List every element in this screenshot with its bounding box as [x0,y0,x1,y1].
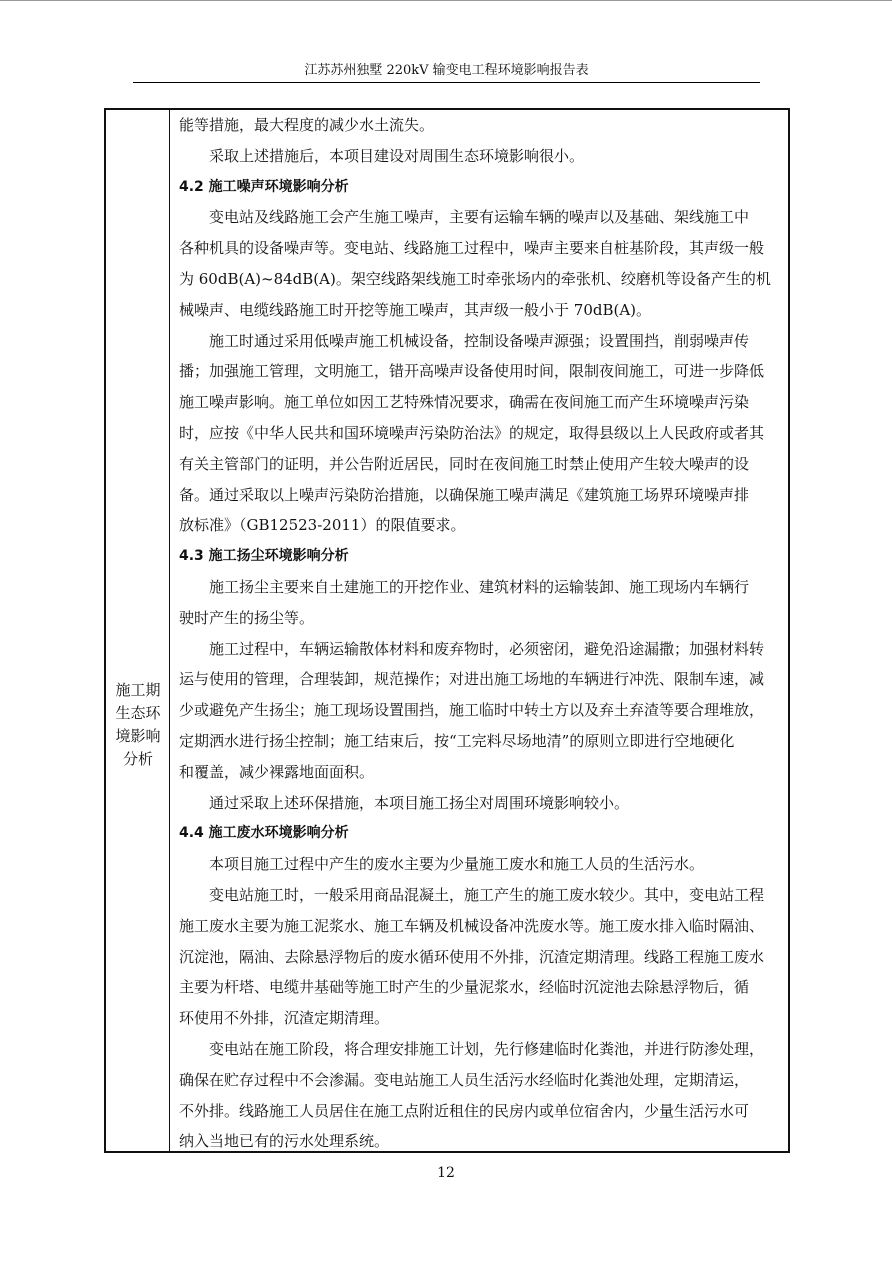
body-line: 各种机具的设备噪声等。变电站、线路施工过程中，噪声主要来自桩基阶段，其声级一般 [179,239,765,258]
body-line: 纳入当地已有的污水处理系统。 [179,1132,390,1151]
body-line: 施工过程中，车辆运输散体材料和废弃物时，必须密闭，避免沿途漏撒；加强材料转 [209,639,765,658]
body-line: 确保在贮存过程中不会渗漏。变电站施工人员生活污水经临时化粪池处理，定期清运， [179,1070,750,1089]
body-line: 本项目施工过程中产生的废水主要为少量施工废水和施工人员的生活污水。 [209,855,705,874]
body-line: 为 60dB(A)~84dB(A)。架空线路架线施工时牵张场内的牵张机、绞磨机等设备产生的机 [179,269,771,288]
body-line: 械噪声、电缆线路施工时开挖等施工噪声，其声级一般小于 70dB(A)。 [179,300,652,319]
body-line: 放标准》（GB12523-2011）的限值要求。 [179,516,466,535]
body-line: 主要为杆塔、电缆井基础等施工时产生的少量泥浆水，经临时沉淀池去除悬浮物后，循 [179,978,750,997]
report-table [104,108,790,1153]
section-label [110,679,166,771]
section-label-line: 境影响 [115,727,161,745]
section-label-cell [106,110,170,1151]
body-line: 施工废水主要为施工泥浆水、施工车辆及机械设备冲洗废水等。施工废水排入临时隔油、 [179,916,765,935]
body-line: 施工扬尘主要来自土建施工的开挖作业、建筑材料的运输装卸、施工现场内车辆行 [209,577,750,596]
section-content [179,110,785,1157]
body-line: 和覆盖，减少裸露地面面积。 [179,762,375,781]
report-header: 江苏苏州独墅 220kV 输变电工程环境影响报告表 [304,63,589,78]
body-line: 不外排。线路施工人员居住在施工点附近租住的民房内或单位宿舍内，少量生活污水可 [179,1101,750,1120]
body-line: 采取上述措施后，本项目建设对周围生态环境影响很小。 [209,146,585,165]
section-label-line: 施工期 [115,681,161,699]
body-line: 播；加强施工管理，文明施工，错开高噪声设备使用时间，限制夜间施工，可进一步降低 [179,362,765,381]
section-heading: 4.3 施工扬尘环境影响分析 [179,548,349,565]
body-line: 施工噪声影响。施工单位如因工艺特殊情况要求，确需在夜间施工而产生环境噪声污染 [179,393,750,412]
page-number: 12 [437,1165,455,1181]
section-label-line: 分析 [122,750,153,768]
section-heading: 4.4 施工废水环境影响分析 [179,825,349,842]
body-line: 运与使用的管理，合理装卸，规范操作；对进出施工场地的车辆进行冲洗、限制车速，减 [179,670,765,689]
body-line: 变电站在施工阶段，将合理安排施工计划，先行修建临时化粪池，并进行防渗处理， [209,1039,765,1058]
body-line: 能等措施，最大程度的减少水土流失。 [179,116,435,134]
body-line: 施工时通过采用低噪声施工机械设备，控制设备噪声源强；设置围挡，削弱噪声传 [209,331,750,350]
header-divider [133,82,760,83]
body-line: 沉淀池，隔油、去除悬浮物后的废水循环使用不外排，沉渣定期清理。线路工程施工废水 [179,947,765,966]
body-line: 时，应按《中华人民共和国环境噪声污染防治法》的规定，取得县级以上人民政府或者其 [179,423,765,442]
top-border [0,0,892,1]
body-line: 少或避免产生扬尘；施工现场设置围挡，施工临时中转土方以及弃土弃渣等要合理堆放， [179,701,765,720]
body-line: 通过采取上述环保措施，本项目施工扬尘对周围环境影响较小。 [209,793,630,812]
body-line: 驶时产生的扬尘等。 [179,608,315,627]
section-label-line: 生态环 [115,704,161,722]
body-line: 备。通过采取以上噪声污染防治措施，以确保施工噪声满足《建筑施工场界环境噪声排 [179,485,750,504]
body-line: 环使用不外排，沉渣定期清理。 [179,1009,390,1028]
section-heading: 4.2 施工噪声环境影响分析 [179,178,349,195]
body-line: 变电站及线路施工会产生施工噪声，主要有运输车辆的噪声以及基础、架线施工中 [209,208,750,227]
body-line: 定期洒水进行扬尘控制；施工结束后，按“工完料尽场地清”的原则立即进行空地硬化 [179,731,735,750]
body-line: 变电站施工时，一般采用商品混凝土，施工产生的施工废水较少。其中，变电站工程 [209,885,765,904]
body-line: 有关主管部门的证明，并公告附近居民，同时在夜间施工时禁止使用产生较大噪声的设 [179,454,750,473]
